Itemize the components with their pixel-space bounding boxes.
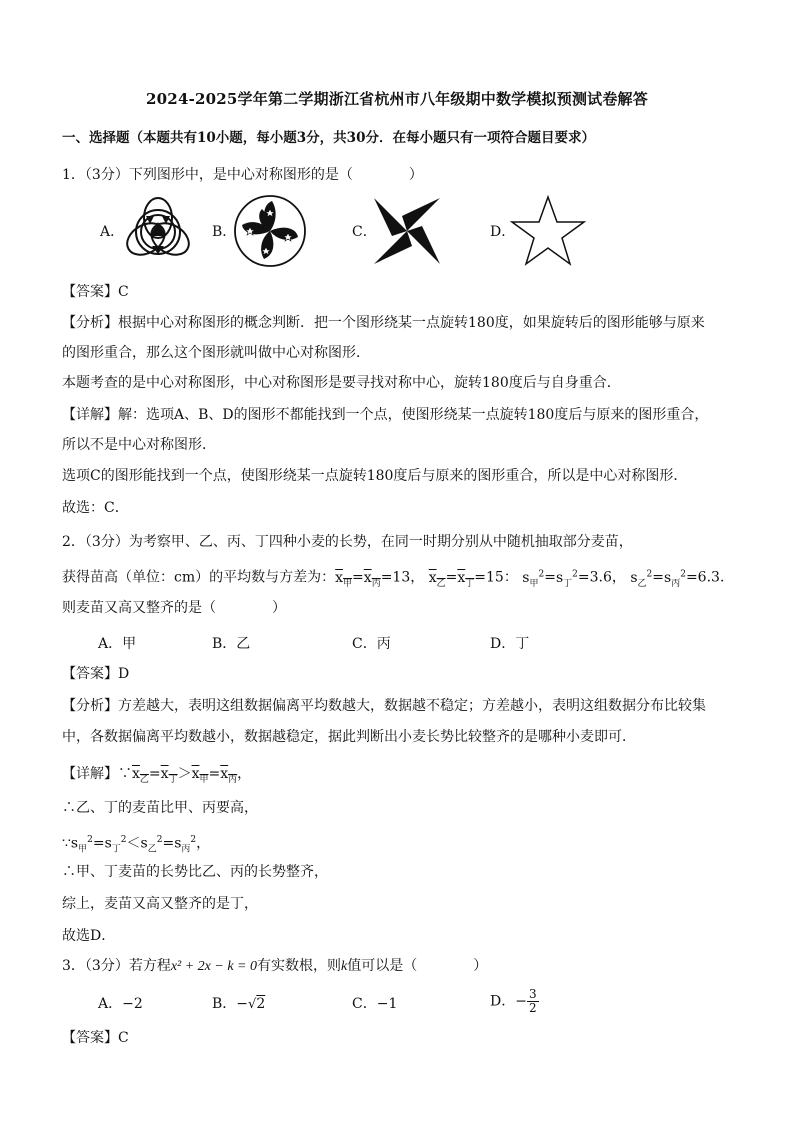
var-ding: $s_丁^2$ <box>555 569 578 589</box>
q1-answer: 【答案】C <box>62 284 129 300</box>
mean-bing: $x_丙$ <box>363 569 381 589</box>
q2-stem-2: 获得苗高（单位：cm）的平均数与方差为：$x_甲=x_丙=13$， $x_乙=x_丁=15$： $s_甲^2=s_丁^2=3.6$， $s_乙^2=s_丙^2=6.3$． <box>62 569 734 589</box>
star-figure <box>510 194 586 266</box>
q1-option-a-label: A． <box>100 224 125 240</box>
q2-analysis-1: 【分析】方差越大，表明这组数据偏离平均数越大，数据越不稳定；方差越小，表明这组数据分布比较集 <box>62 698 706 714</box>
q2-detail-4: ∴甲、丁麦苗的长势比乙、丙的长势整齐， <box>62 864 328 880</box>
q1-analysis-1: 【分析】根据中心对称图形的概念判断．把一个图形绕某一点旋转180度，如果旋转后的图形能够与原来 <box>62 315 705 331</box>
mean-jia: $x_甲$ <box>335 569 353 589</box>
q1-option-c-label: C． <box>352 224 377 240</box>
q1-detail-1: 【详解】解：选项A、B、D的图形不都能找到一个点，使图形绕某一点旋转180度后与原来的图形重合， <box>62 407 709 423</box>
q3-option-a: A．−2 <box>98 996 143 1012</box>
section-heading: 一、选择题（本题共有10小题，每小题3分，共30分．在每小题只有一项符合题目要求） <box>62 130 595 146</box>
q2-detail-5: 综上，麦苗又高又整齐的是丁， <box>62 896 258 912</box>
q2-stem-3: 则麦苗又高又整齐的是（ ） <box>62 600 286 616</box>
var-bing: $s_丙^2$ <box>664 569 686 589</box>
q2-detail-1: 【详解】$\because x_乙=x_丁>x_甲=x_丙$， <box>62 766 252 785</box>
triquetra-figure <box>122 196 194 268</box>
bauhinia-figure <box>232 193 308 269</box>
q1-option-b-label: B． <box>212 224 237 240</box>
q2-stem-1: 2．（3分）为考察甲、乙、丙、丁四种小麦的长势，在同一时期分别从中随机抽取部分麦苗， <box>62 534 633 550</box>
q1-stem: 1．（3分）下列图形中，是中心对称图形的是（ ） <box>62 167 423 183</box>
four-petal-figure <box>372 196 442 266</box>
q3-option-b: B．−√2 <box>212 996 266 1012</box>
q3-answer: 【答案】C <box>62 1030 129 1046</box>
var-yi: $s_乙^2$ <box>630 569 653 589</box>
q2-answer: 【答案】D <box>62 666 130 682</box>
q3-option-d: D．− $\frac{3}{2}$ <box>490 987 537 1015</box>
q2-stem-2-prefix: 获得苗高（单位：cm）的平均数与方差为： <box>62 569 336 586</box>
q1-detail-3: 选项C的图形能找到一个点，使图形绕某一点旋转180度后与原来的图形重合，所以是中心对称图形． <box>62 468 688 484</box>
q1-analysis-2: 的图形重合，那么这个图形就叫做中心对称图形． <box>62 345 370 361</box>
q1-conclusion: 故选：C． <box>62 500 129 516</box>
q1-analysis-3: 本题考查的是中心对称图形，中心对称图形是要寻找对称中心，旋转180度后与自身重合． <box>62 375 621 391</box>
page-title: 2024-2025学年第二学期浙江省杭州市八年级期中数学模拟预测试卷解答 <box>146 90 648 108</box>
mean-ding: $x_丁$ <box>457 569 475 589</box>
q3-stem: 3．（3分）若方程x² + 2x − k = 0有实数根，则k值可以是（ ） <box>62 958 488 974</box>
q1-option-d-label: D． <box>490 224 516 240</box>
q2-option-a: A．甲 <box>98 636 137 652</box>
q1-detail-2: 所以不是中心对称图形． <box>62 437 216 453</box>
q2-option-d: D．丁 <box>490 636 530 652</box>
q2-option-b: B．乙 <box>212 636 251 652</box>
q2-analysis-2: 中，各数据偏离平均数越小，数据越稳定，据此判断出小麦长势比较整齐的是哪种小麦即可． <box>62 729 636 745</box>
q2-detail-2: ∴乙、丁的麦苗比甲、丙要高， <box>62 800 258 816</box>
q3-equation: x² + 2x − k = 0 <box>170 959 258 974</box>
q2-conclusion: 故选D． <box>62 928 116 944</box>
var-jia: $s_甲^2$ <box>522 569 545 589</box>
q3-option-c: C．−1 <box>352 996 398 1012</box>
q2-detail-3: $\because s_甲^2=s_丁^2<s_乙^2=s_丙^2$， <box>62 835 211 855</box>
fraction: $\frac{3}{2}$ <box>528 987 537 1015</box>
q2-option-c: C．丙 <box>352 636 391 652</box>
mean-yi: $x_乙$ <box>428 569 446 589</box>
